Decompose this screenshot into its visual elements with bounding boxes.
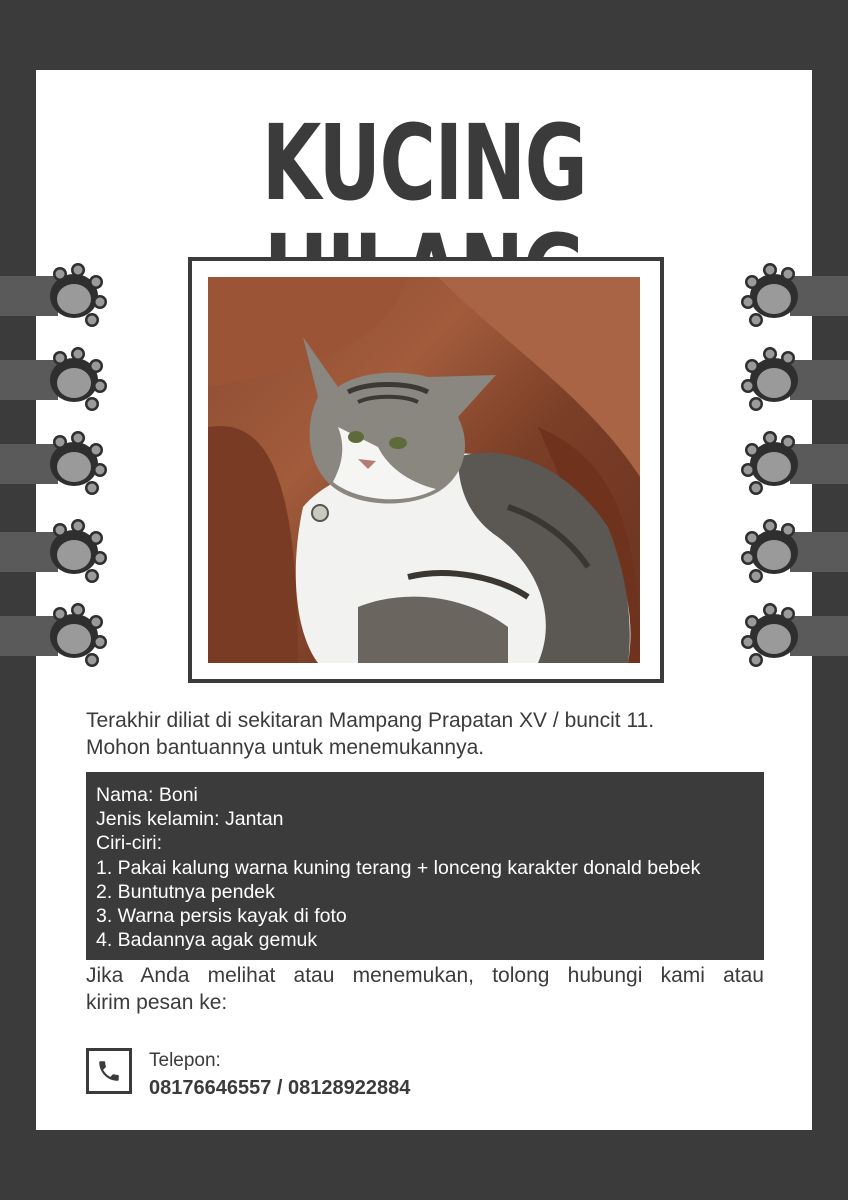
left-paw-column bbox=[0, 262, 112, 682]
cat-info-box bbox=[86, 772, 764, 960]
contact-note-line: Jika Anda melihat atau menemukan, tolong hubungi kami atau bbox=[86, 964, 764, 987]
cat-photo bbox=[208, 277, 640, 663]
trait-item: 3. Warna persis kayak di foto bbox=[96, 905, 347, 928]
photo-frame bbox=[188, 257, 664, 683]
description-line: Mohon bantuannya untuk menemukannya. bbox=[86, 736, 485, 759]
poster-title: KUCING bbox=[261, 102, 587, 224]
trait-item: 4. Badannya agak gemuk bbox=[96, 929, 318, 952]
last-seen-description bbox=[86, 707, 764, 761]
right-paw-column bbox=[736, 262, 848, 682]
phone-numbers[interactable]: 08176646557 / 08128922884 bbox=[149, 1077, 411, 1099]
cat-name: Nama: Boni bbox=[96, 784, 198, 806]
trait-item: 2. Buntutnya pendek bbox=[96, 880, 275, 903]
traits-heading: Ciri-ciri: bbox=[96, 832, 163, 855]
trait-item: 1. Pakai kalung warna kuning terang + lonceng karakter donald bebek bbox=[96, 856, 701, 879]
phone-icon-box bbox=[86, 1048, 132, 1094]
cat-gender: Jenis kelamin: Jantan bbox=[96, 808, 284, 831]
contact-note bbox=[86, 962, 764, 1016]
phone-label: Telepon: bbox=[149, 1050, 221, 1071]
phone-icon bbox=[96, 1058, 122, 1084]
contact-note-line: kirim pesan ke: bbox=[86, 991, 228, 1014]
description-line: Terakhir diliat di sekitaran Mampang Prapatan XV / buncit 11. bbox=[86, 709, 655, 732]
